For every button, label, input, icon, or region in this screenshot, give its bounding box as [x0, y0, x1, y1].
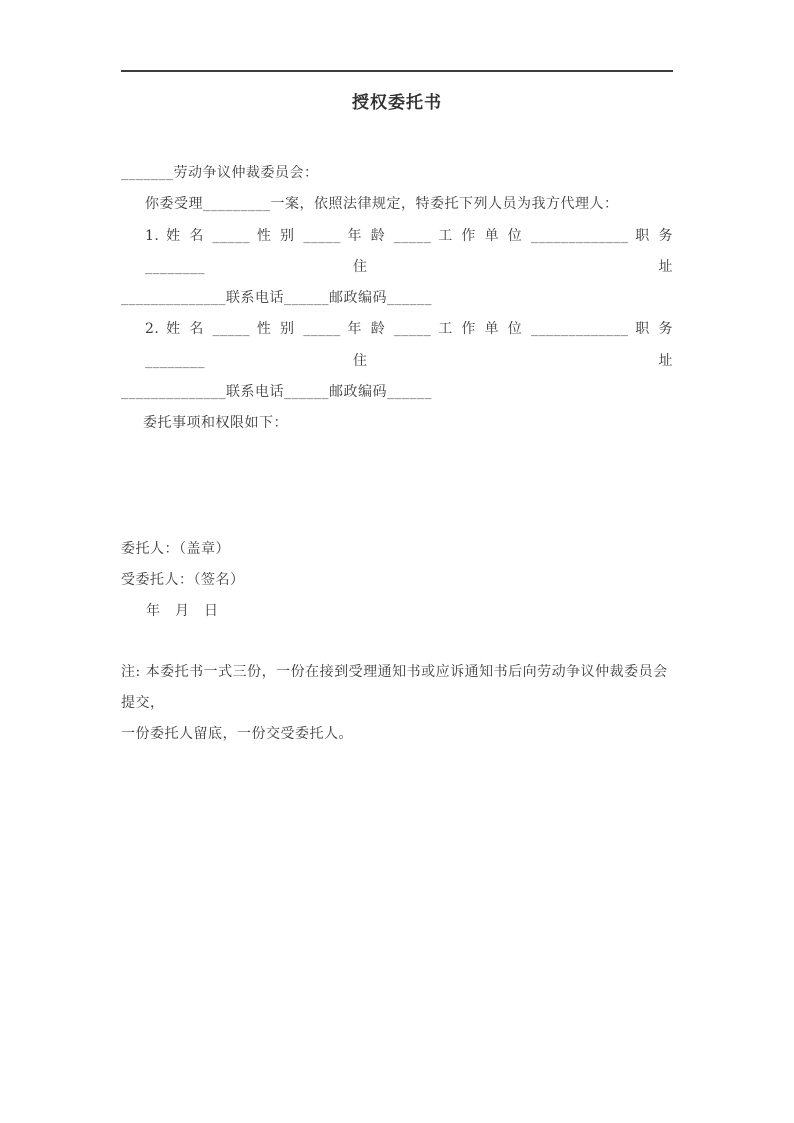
- body-paragraphs: [121, 158, 673, 440]
- note-line-1: 注: 本委托书一式三份，一份在接到受理通知书或应诉通知书后向劳动争议仲裁委员会提交，: [121, 663, 668, 711]
- agent-signature-line: 受委托人：（签名）: [121, 571, 245, 588]
- salutation-line: _______劳动争议仲裁委员会：: [121, 165, 319, 181]
- agent2-info-line2: ______________联系电话______邮政编码______: [121, 384, 432, 401]
- principal-signature-line: 委托人：（盖章）: [121, 540, 230, 557]
- document-content: [0, 93, 794, 750]
- intro-line: 你委受理_________一案，依照法律规定，特委托下列人员为我方代理人：: [145, 196, 619, 213]
- header-rule: [121, 70, 673, 72]
- agent2-info-line1: 2. 姓 名 _____ 性 别 _____ 年 龄 _____ 工 作 单 位 _____________ 职 务 ________ 住 址: [145, 321, 673, 369]
- date-line: 年 月 日: [146, 603, 219, 620]
- note-line-2: 一份委托人留底，一份交受委托人。: [121, 726, 353, 743]
- agent1-info-line2: ______________联系电话______邮政编码______: [121, 290, 432, 307]
- document-title: 授权委托书: [352, 93, 442, 113]
- agent1-info-line1: 1. 姓 名 _____ 性 别 _____ 年 龄 _____ 工 作 单 位 _____________ 职 务 ________ 住 址: [145, 227, 673, 275]
- authorization-heading: 委托事项和权限如下：: [143, 415, 288, 432]
- signature-block: [121, 534, 673, 628]
- note-block: [121, 657, 673, 751]
